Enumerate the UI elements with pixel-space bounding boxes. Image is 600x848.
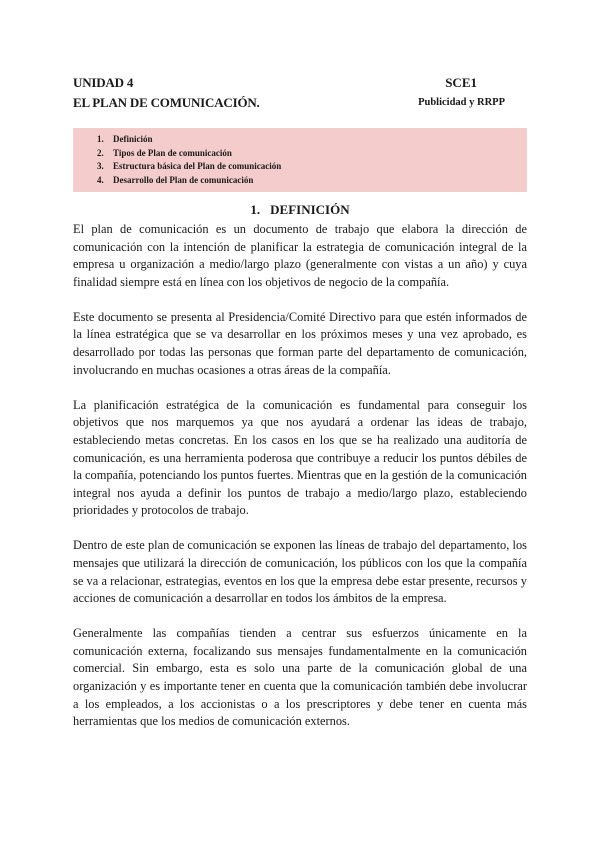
course-code: SCE1 (445, 75, 477, 90)
toc-item: 2. Tipos de Plan de comunicación (97, 147, 232, 158)
section-title: DEFINICIÓN (270, 202, 350, 217)
paragraph: La planificación estratégica de la comunicación es fundamental para conseguir los objetivos que nos marquemos ya que nos ayudará a ordenar las ideas de trabajo, estableciendo metas concretas. En los casos en los que se ha realizado una auditoría de comunicación, es una herramienta poderosa que contribuye a reducir los puntos débiles de la compañía, potenciando los puntos fuertes. Mientras que en la gestión de la comunicación integral nos ayuda a definir los puntos de trabajo a medio/largo plazo, estableciendo prioridades y protocolos de trabajo. (73, 397, 527, 518)
paragraph: El plan de comunicación es un documento de trabajo que elabora la dirección de comunicación con la intención de planificar la estrategia de comunicación integral de la empresa u organización a medio/largo plazo (generalmente con vistas a un año) y cuya finalidad siempre está en línea con los objetivos de negocio de la compañía. (73, 222, 527, 289)
unit-title: EL PLAN DE COMUNICACIÓN. (73, 95, 260, 110)
toc-item: 4. Desarrollo del Plan de comunicación (97, 174, 254, 185)
unit-label: UNIDAD 4 (73, 75, 134, 90)
document-header (73, 73, 260, 113)
course-subject: Publicidad y RRPP (418, 97, 505, 108)
course-info (418, 73, 505, 113)
paragraph: Dentro de este plan de comunicación se exponen las líneas de trabajo del departamento, los mensajes que utilizará la dirección de comunicación, los públicos con los que la compañía se va a relacionar, estrategias, eventos en los que la empresa debe estar presente, recursos y acciones de comunicación a desarrollar en todos los ámbitos de la empresa. (73, 538, 527, 606)
toc-item: 1. Definición (97, 134, 153, 144)
section-heading (0, 202, 600, 218)
section-number: 1. (250, 202, 261, 217)
paragraph: Generalmente las compañías tienden a centrar sus esfuerzos únicamente en la comunicación externa, focalizando sus mensajes fundamentalmente en la comunicación comercial. Sin embargo, esta es solo una parte de la comunicación global de una organización y es importante tener en cuenta que la comunicación también debe involucrar a los empleados, a los accionistas o a los prescriptores y debe tener en cuenta más herramientas que los medios de comunicación externos. (73, 626, 527, 729)
table-of-contents (73, 128, 527, 192)
toc-item: 3. Estructura básica del Plan de comunicación (97, 161, 282, 171)
body-text (73, 221, 527, 748)
paragraph: Este documento se presenta al Presidencia/Comité Directivo para que estén informados de la línea estratégica que se va desarrollar en los próximos meses y una vez aprobado, es desarrollado por todas las personas que forman parte del departamento de comunicación, involucrando en muchas ocasiones a otras áreas de la compañía. (73, 309, 527, 377)
